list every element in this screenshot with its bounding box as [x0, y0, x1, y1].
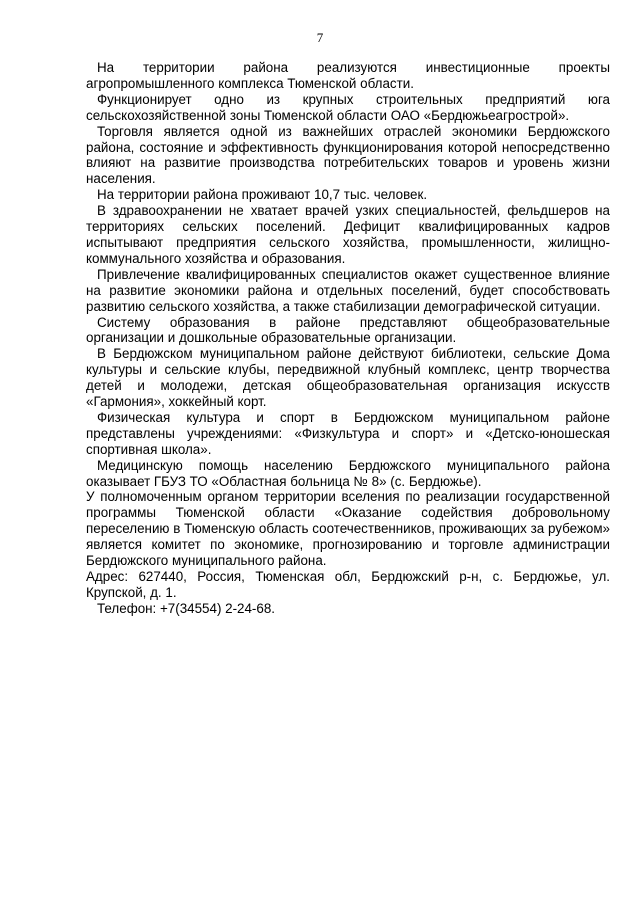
- document-body: [86, 60, 610, 617]
- paragraph-authorized-body: У полномоченным органом территории вселения по реализации государственной программы Тюменской области «Оказание содействия добровольному переселению в Тюменскую область соотечественников, проживающих за рубежом» является комитет по экономике, прогнозированию и торговле администрации Бердюжского муниципального района.: [86, 489, 610, 569]
- paragraph-medical-help: Медицинскую помощь населению Бердюжского муниципального района оказывает ГБУЗ ТО «Областная больница № 8» (с. Бердюжье).: [86, 457, 610, 489]
- paragraph-specialists: Привлечение квалифицированных специалистов окажет существенное влияние на развитие экономики района и отдельных поселений, будет способствовать развитию сельского хозяйства, а также стабилизации демографической ситуации.: [86, 266, 610, 314]
- paragraph-phone: Телефон: +7(34554) 2-24-68.: [97, 600, 276, 616]
- paragraph-healthcare: В здравоохранении не хватает врачей узких специальностей, фельдшеров на территориях сельских поселений. Дефицит квалифицированных кадров испытывают предприятия сельского хозяйства, промышленности, жилищно-коммунального хозяйства и образования.: [86, 203, 610, 266]
- paragraph-investment-projects: На территории района реализуются инвестиционные проекты агропромышленного комплекса Тюменской области.: [86, 60, 610, 91]
- paragraph-population: На территории района проживают 10,7 тыс. человек.: [97, 187, 428, 203]
- paragraph-address: Адрес: 627440, Россия, Тюменская обл, Бердюжский р-н, с. Бердюжье, ул. Крупской, д. 1.: [86, 569, 610, 600]
- paragraph-education: Систему образования в районе представляют общеобразовательные организации и дошкольные образовательные организации.: [86, 314, 610, 346]
- page-number: 7: [316, 30, 324, 45]
- paragraph-construction-enterprise: Функционирует одно из крупных строительных предприятий юга сельскохозяйственной зоны Тюменской области ОАО «Бердюжьеагрострой».: [86, 91, 610, 123]
- paragraph-culture: В Бердюжском муниципальном районе действуют библиотеки, сельские Дома культуры и сельские клубы, передвижной клубный комплекс, центр творчества детей и молодежи, детская общеобразовательная организация искусств «Гармония», хоккейный корт.: [86, 346, 610, 410]
- paragraph-trade: Торговля является одной из важнейших отраслей экономики Бердюжского района, состояние и эффективность функционирования которой непосредственно влияют на развитие производства потребительских товаров и уровень жизни населения.: [86, 123, 610, 187]
- paragraph-sport: Физическая культура и спорт в Бердюжском муниципальном районе представлены учреждениями: «Физкультура и спорт» и «Детско-юношеская спортивная школа».: [86, 409, 610, 457]
